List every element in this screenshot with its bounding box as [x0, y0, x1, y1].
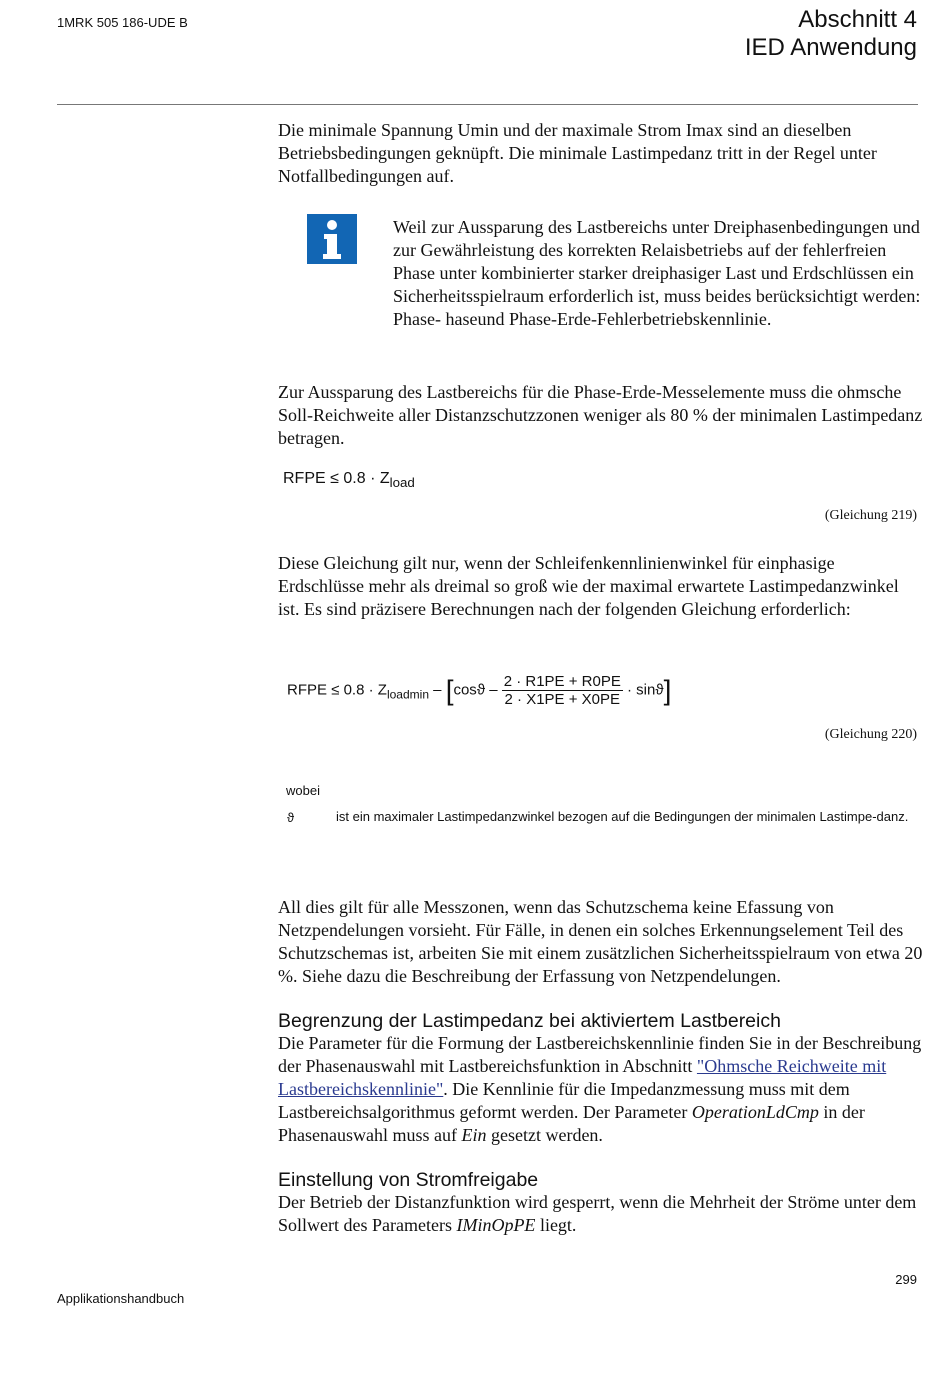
eq220-var: Z [377, 681, 387, 699]
eq220-lhs: RFPE [287, 681, 328, 699]
param-operationldcmp: OperationLdCmp [691, 1102, 819, 1122]
eq220-dot: · [368, 681, 374, 699]
eq220-fraction [502, 673, 623, 708]
eq219-lhs: RFPE [283, 470, 326, 487]
s1-text-b: . Die Kennlinie für die Impedanzmessung muss mit dem Lastbereichsalgorithmus geformt werden. Der Parameter [278, 1079, 850, 1122]
theta-definition: ist ein maximaler Lastimpedanzwinkel bezogen auf die Bedingungen der minimalen Lastimpe-danz. [336, 809, 909, 824]
section-title: IED Anwendung [744, 34, 917, 61]
eq220-sub: loadmin [386, 687, 429, 702]
s2-text-a: Der Betrieb der Distanzfunktion wird gesperrt, wenn die Mehrheit der Ströme unter dem Sollwert des Parameters [278, 1192, 917, 1235]
eq220-cos: cos [453, 681, 477, 699]
section-heading [745, 6, 917, 62]
eq219-dot: · [370, 470, 376, 487]
eq219-rel: ≤ [330, 470, 339, 487]
s2-text-b: liegt. [535, 1215, 577, 1235]
paragraph-current-release [278, 1191, 923, 1237]
section-number: Abschnitt 4 [798, 6, 917, 33]
note-text: Weil zur Aussparung des Lastbereichs unter Dreiphasenbedingungen und zur Gewährleistung des korrekten Relaisbetriebs auf der fehlerfreien Phase unter kombinierter starker dreiphasiger Last und Erdschlüssen ein Sicherheitsspielraum erforderlich ist, muss beides berücksichtigt werden: Phase- haseund Phase-Erde-Fehlerbetriebskennlinie. [393, 217, 921, 329]
document-id: 1MRK 505 186-UDE B [57, 15, 188, 30]
paragraph-voltage-current: Die minimale Spannung Umin und der maximale Strom Imax sind an dieselben Betriebsbedingungen geknüpft. Die minimale Lastimpedanz tritt in der Regel unter Notfallbedingungen auf. [278, 120, 877, 186]
theta-symbol: ϑ [287, 810, 295, 825]
heading-load-impedance-limit: Begrenzung der Lastimpedanz bei aktiviertem Lastbereich [278, 1010, 781, 1032]
where-label: wobei [286, 783, 320, 798]
param-iminoppe: IMinOpPE [456, 1215, 536, 1235]
equation-220 [287, 673, 671, 708]
eq220-sin: · sin [627, 681, 656, 699]
eq219-coef: 0.8 [343, 470, 366, 487]
header-divider [57, 104, 918, 105]
s1-text-a: Die Parameter für die Formung der Lastbereichskennlinie finden Sie in der Beschreibung der Phasenauswahl mit Lastbereichsfunktion in Abschnitt [278, 1033, 922, 1076]
eq220-theta-1: ϑ [476, 681, 486, 699]
eq219-var: Z [379, 470, 390, 487]
value-ein: Ein [461, 1125, 487, 1145]
eq220-coef: 0.8 [343, 681, 365, 699]
s1-text-d: gesetzt werden. [486, 1125, 603, 1145]
eq219-sub: load [389, 475, 415, 491]
s1-text-c: in der Phasenauswahl muss auf [278, 1102, 865, 1145]
paragraph-load-area-params [278, 1032, 923, 1147]
eq220-dash: – [433, 681, 442, 699]
eq220-rel: ≤ [331, 681, 340, 699]
eq220-minus: – [489, 681, 498, 699]
eq220-denominator: 2 · X1PE + X0PE [504, 691, 621, 708]
equation-220-label: (Gleichung 220) [824, 727, 917, 742]
link-ohmic-reach[interactable]: "Ohmsche Reichweite mit Lastbereichskennlinie" [278, 1056, 887, 1099]
paragraph-power-swing: All dies gilt für alle Messzonen, wenn das Schutzschema keine Efassung von Netzpendelungen vorsieht. Für Fälle, in denen ein solches Erkennungselement Teil des Schutzschemas ist, arbeiten Sie mit einem zusätzlichen Sicherheitsspielraum von etwa 20 %. Siehe dazu die Beschreibung der Erfassung von Netzpendelungen. [278, 897, 923, 986]
paragraph-loop-angle: Diese Gleichung gilt nur, wenn der Schleifenkennlinienwinkel für einphasige Erdschlüsse mehr als dreimal so groß wie der maximal erwartete Lastimpedanzwinkel ist. Es sind präzisere Berechnungen nach der folgenden Gleichung erforderlich: [278, 553, 899, 619]
eq220-right-bracket: ] [663, 674, 672, 706]
page-number: 299 [895, 1272, 917, 1287]
info-icon [307, 214, 357, 264]
footer-manual-name: Applikationshandbuch [57, 1291, 185, 1306]
heading-current-release: Einstellung von Stromfreigabe [278, 1169, 539, 1191]
equation-219-label: (Gleichung 219) [824, 508, 917, 523]
eq220-theta-2: ϑ [655, 681, 664, 699]
equation-219 [283, 470, 415, 490]
paragraph-load-area: Zur Aussparung des Lastbereichs für die Phase-Erde-Messelemente muss die ohmsche Soll-Reichweite aller Distanzschutzzonen weniger als 80 % der minimalen Lastimpedanz betragen. [278, 382, 923, 448]
eq220-numerator: 2 · R1PE + R0PE [503, 673, 621, 690]
eq220-left-bracket: [ [445, 674, 454, 706]
